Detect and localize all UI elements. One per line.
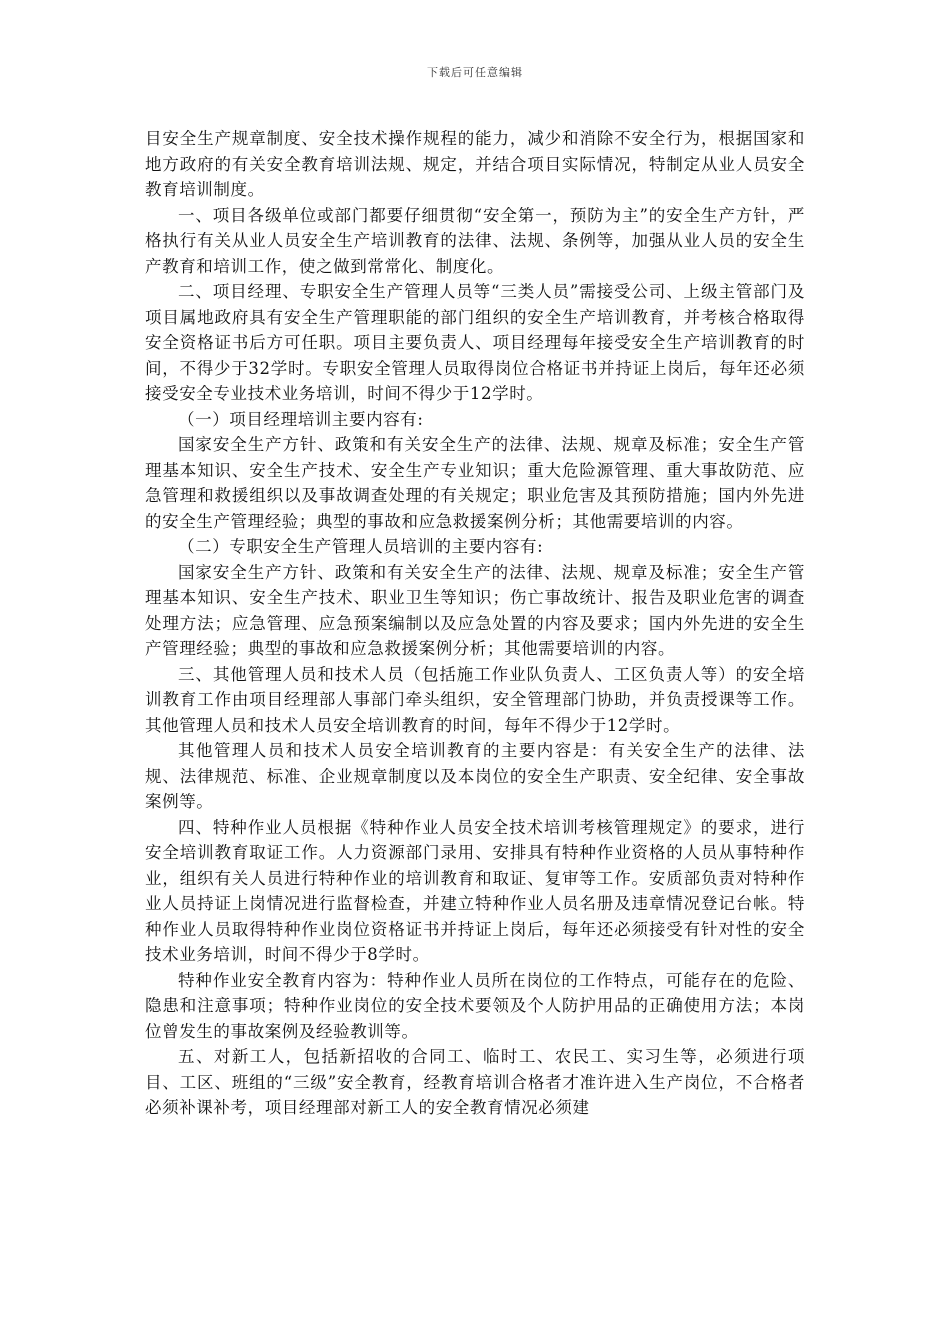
page-header: 下载后可任意编辑	[427, 66, 523, 79]
paragraph-section-4-content: 特种作业安全教育内容为：特种作业人员所在岗位的工作特点，可能存在的危险、隐患和注意事项；特种作业岗位的安全技术要领及个人防护用品的正确使用方法；本岗位曾发生的事故案例及经验教训等。	[145, 970, 805, 1041]
paragraph-section-4: 四、特种作业人员根据《特种作业人员安全技术培训考核管理规定》的要求，进行安全培训教育取证工作。人力资源部门录用、安排具有特种作业资格的人员从事特种作业，组织有关人员进行特种作业的培训教育和取证、复审等工作。安质部负责对特种作业人员持证上岗情况进行监督检查，并建立特种作业人员名册及违章情况登记台帐。特种作业人员取得特种作业岗位资格证书并持证上岗后，每年还必须接受有针对性的安全技术业务培训，时间不得少于8学时。	[145, 817, 805, 964]
paragraph-subheading-2: （二）专职安全生产管理人员培训的主要内容有:	[178, 537, 544, 556]
paragraph-section-1: 一、项目各级单位或部门都要仔细贯彻“安全第一，预防为主”的安全生产方针，严格执行有关从业人员安全生产培训教育的法律、法规、条例等，加强从业人员的安全生产教育和培训工作，使之做到常常化、制度化。	[145, 205, 805, 276]
document-body	[145, 126, 805, 1121]
paragraph-section-3: 三、其他管理人员和技术人员（包括施工作业队负责人、工区负责人等）的安全培训教育工作由项目经理部人事部门牵头组织，安全管理部门协助，并负责授课等工作。其他管理人员和技术人员安全培训教育的时间，每年不得少于12学时。	[145, 664, 805, 735]
paragraph-subcontent-1: 国家安全生产方针、政策和有关安全生产的法律、法规、规章及标准；安全生产管理基本知识、安全生产技术、安全生产专业知识；重大危险源管理、重大事故防范、应急管理和救援组织以及事故调查处理的有关规定；职业危害及其预防措施；国内外先进的安全生产管理经验；典型的事故和应急救援案例分析；其他需要培训的内容。	[145, 435, 805, 531]
paragraph-section-5: 五、对新工人，包括新招收的合同工、临时工、农民工、实习生等，必须进行项目、工区、班组的“三级”安全教育，经教育培训合格者才准许进入生产岗位，不合格者必须补课补考，项目经理部对新工人的安全教育情况必须建	[145, 1047, 805, 1117]
paragraph-subcontent-2: 国家安全生产方针、政策和有关安全生产的法律、法规、规章及标准；安全生产管理基本知识、安全生产技术、职业卫生等知识；伤亡事故统计、报告及职业危害的调查处理方法；应急管理、应急预案编制以及应急处置的内容及要求；国内外先进的安全生产管理经验；典型的事故和应急救援案例分析；其他需要培训的内容。	[145, 562, 805, 658]
paragraph-intro: 目安全生产规章制度、安全技术操作规程的能力，减少和消除不安全行为，根据国家和地方政府的有关安全教育培训法规、规定，并结合项目实际情况，特制定从业人员安全教育培训制度。	[145, 129, 805, 199]
paragraph-subheading-1: （一）项目经理培训主要内容有:	[178, 409, 424, 429]
paragraph-section-2: 二、项目经理、专职安全生产管理人员等“三类人员”需接受公司、上级主管部门及项目属地政府具有安全生产管理职能的部门组织的安全生产培训教育，并考核合格取得安全资格证书后方可任职。项目主要负责人、项目经理每年接受安全生产培训教育的时间，不得少于32学时。专职安全管理人员取得岗位合格证书并持证上岗后，每年还必须接受安全专业技术业务培训，时间不得少于12学时。	[145, 282, 805, 403]
paragraph-section-3-content: 其他管理人员和技术人员安全培训教育的主要内容是：有关安全生产的法律、法规、法律规范、标准、企业规章制度以及本岗位的安全生产职责、安全纪律、安全事故案例等。	[145, 741, 805, 811]
